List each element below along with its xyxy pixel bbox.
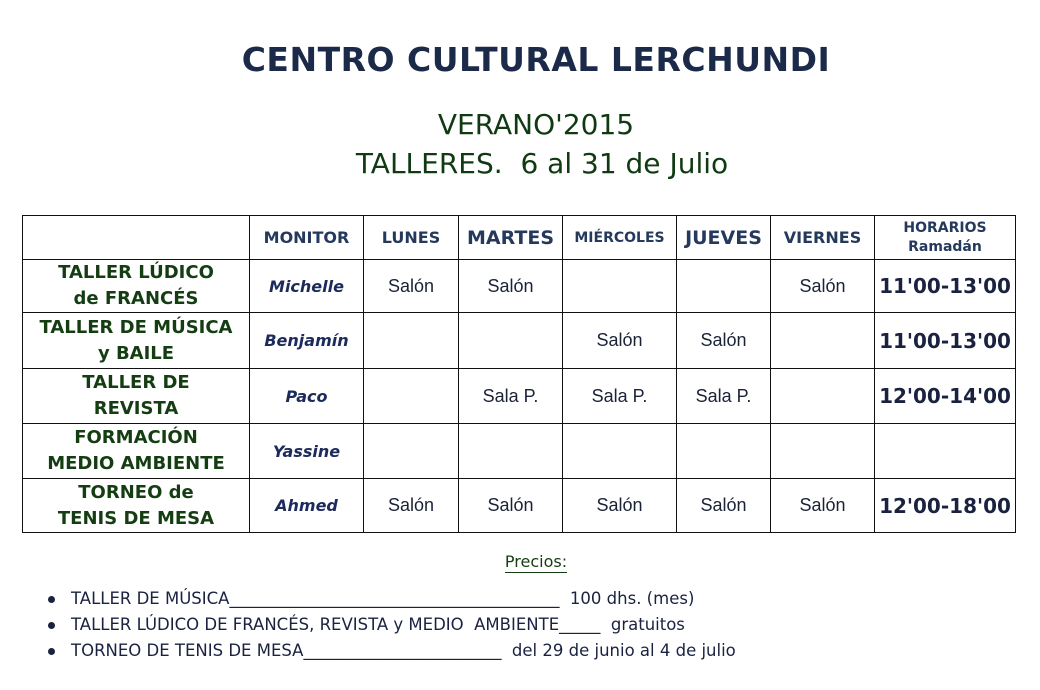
bullet-icon bbox=[48, 648, 55, 655]
header-viernes: VIERNES bbox=[771, 216, 875, 260]
jueves-cell: Sala P. bbox=[677, 369, 771, 424]
taller-name-line2: de FRANCÉS bbox=[73, 288, 199, 309]
taller-name-line1: TORNEO de bbox=[78, 481, 194, 503]
table-row bbox=[23, 479, 1016, 533]
taller-name-line1: FORMACIÓN bbox=[74, 427, 198, 448]
lunes-cell bbox=[364, 424, 459, 479]
table-header-row bbox=[23, 216, 1016, 260]
bullet-icon bbox=[48, 622, 55, 629]
price-item-text: TALLER LÚDICO DE FRANCÉS, REVISTA y MEDIO AMBIENTE_____ gratuitos bbox=[71, 615, 685, 634]
horario-cell bbox=[875, 424, 1016, 479]
horario-cell: 11'00-13'00 bbox=[875, 313, 1016, 369]
prices-heading-label: Precios: bbox=[504, 552, 568, 571]
season-heading: VERANO'2015 bbox=[437, 108, 635, 141]
viernes-cell bbox=[771, 313, 875, 369]
header-monitor: MONITOR bbox=[250, 216, 364, 260]
header-empty bbox=[23, 216, 250, 260]
jueves-cell bbox=[677, 260, 771, 313]
table-row bbox=[23, 424, 1016, 479]
viernes-cell bbox=[771, 369, 875, 424]
prices-heading bbox=[0, 552, 1040, 571]
jueves-cell bbox=[677, 424, 771, 479]
martes-cell bbox=[459, 313, 563, 369]
lunes-cell bbox=[364, 369, 459, 424]
miercoles-cell bbox=[563, 424, 677, 479]
monitor-name: Ahmed bbox=[250, 479, 364, 533]
taller-name bbox=[23, 424, 250, 479]
prices-list bbox=[48, 586, 736, 664]
martes-cell: Sala P. bbox=[459, 369, 563, 424]
miercoles-cell: Salón bbox=[563, 313, 677, 369]
page-title: CENTRO CULTURAL LERCHUNDI bbox=[241, 40, 831, 79]
taller-name-line1: TALLER DE MÚSICA bbox=[39, 316, 233, 338]
header-martes: MARTES bbox=[459, 216, 563, 260]
taller-name-line2: REVISTA bbox=[93, 398, 179, 419]
price-item bbox=[48, 638, 736, 664]
price-item bbox=[48, 586, 736, 612]
table-row bbox=[23, 260, 1016, 313]
taller-name bbox=[23, 479, 250, 533]
price-item-text: TORNEO DE TENIS DE MESA________________________ del 29 de junio al 4 de julio bbox=[71, 641, 736, 660]
jueves-cell: Salón bbox=[677, 313, 771, 369]
lunes-cell bbox=[364, 313, 459, 369]
miercoles-cell bbox=[563, 260, 677, 313]
miercoles-cell: Sala P. bbox=[563, 369, 677, 424]
taller-name bbox=[23, 313, 250, 369]
header-lunes: LUNES bbox=[364, 216, 459, 260]
schedule-table bbox=[22, 215, 1016, 533]
taller-name-line2: y BAILE bbox=[97, 342, 175, 364]
miercoles-cell: Salón bbox=[563, 479, 677, 533]
horario-cell: 11'00-13'00 bbox=[875, 260, 1016, 313]
header-miercoles: MIÉRCOLES bbox=[563, 216, 677, 260]
monitor-name: Yassine bbox=[250, 424, 364, 479]
header-horarios-label: HORARIOS bbox=[903, 219, 987, 236]
viernes-cell: Salón bbox=[771, 260, 875, 313]
martes-cell bbox=[459, 424, 563, 479]
taller-name-line1: TALLER DE bbox=[82, 372, 190, 393]
taller-name-line2: TENIS DE MESA bbox=[57, 507, 215, 529]
martes-cell: Salón bbox=[459, 260, 563, 313]
lunes-cell: Salón bbox=[364, 479, 459, 533]
header-horarios bbox=[875, 216, 1016, 260]
jueves-cell: Salón bbox=[677, 479, 771, 533]
price-item-text: TALLER DE MÚSICA________________________________________ 100 dhs. (mes) bbox=[71, 589, 695, 608]
viernes-cell: Salón bbox=[771, 479, 875, 533]
monitor-name: Michelle bbox=[250, 260, 364, 313]
martes-cell: Salón bbox=[459, 479, 563, 533]
horario-cell: 12'00-18'00 bbox=[875, 479, 1016, 533]
taller-name-line2: MEDIO AMBIENTE bbox=[47, 453, 225, 474]
monitor-name: Benjamín bbox=[250, 313, 364, 369]
workshops-heading: TALLERES. 6 al 31 de Julio bbox=[355, 147, 729, 180]
viernes-cell bbox=[771, 424, 875, 479]
taller-name bbox=[23, 369, 250, 424]
monitor-name: Paco bbox=[250, 369, 364, 424]
table-row bbox=[23, 369, 1016, 424]
header-ramadan-label: Ramadán bbox=[908, 238, 982, 255]
lunes-cell: Salón bbox=[364, 260, 459, 313]
table-row bbox=[23, 313, 1016, 369]
taller-name-line1: TALLER LÚDICO bbox=[58, 262, 214, 283]
taller-name bbox=[23, 260, 250, 313]
horario-cell: 12'00-14'00 bbox=[875, 369, 1016, 424]
bullet-icon bbox=[48, 596, 55, 603]
price-item bbox=[48, 612, 736, 638]
header-jueves: JUEVES bbox=[677, 216, 771, 260]
